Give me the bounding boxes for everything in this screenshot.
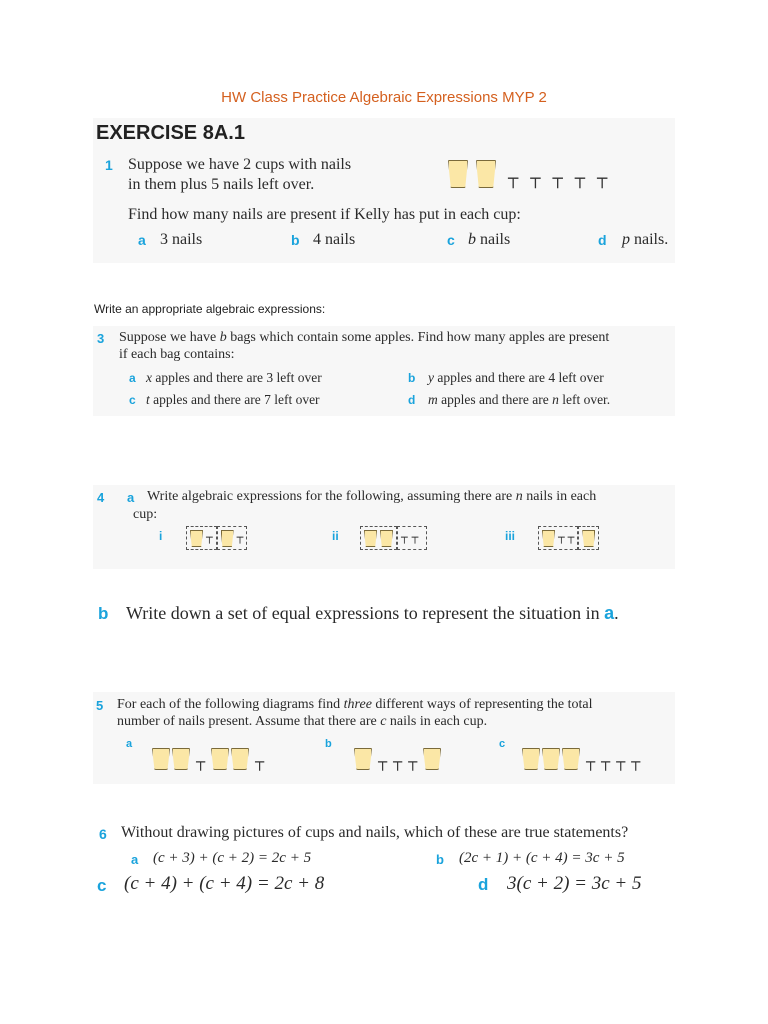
- option-letter: c: [129, 393, 136, 407]
- cup-group: [217, 526, 248, 550]
- part-label: iii: [505, 529, 516, 543]
- text-part: different ways of representing the total: [371, 697, 593, 712]
- cup-icon: [562, 748, 580, 770]
- option-suffix: nails: [476, 231, 511, 248]
- exercise-heading: EXERCISE 8A.1: [96, 122, 245, 144]
- option-suffix: apples and there are 3 left over: [152, 370, 322, 385]
- variable: t: [146, 392, 150, 407]
- cup-icon: [190, 530, 203, 547]
- nail-icon: ┬: [601, 753, 611, 771]
- text-part: nails in each cup.: [386, 714, 488, 729]
- variable: b: [219, 330, 227, 345]
- text-part: Suppose we have: [119, 330, 220, 345]
- cup-icon: [522, 748, 540, 770]
- text-part: Write down a set of equal expressions to represent the situation in: [126, 603, 605, 623]
- option-letter: b: [291, 232, 300, 248]
- option-text: [146, 392, 320, 408]
- option-suffix: nails.: [630, 231, 669, 248]
- option-letter: d: [598, 232, 607, 248]
- question-text: Find how many nails are present if Kelly has put in each cup:: [128, 206, 521, 223]
- option-text: [146, 370, 322, 386]
- cup-icon: [476, 160, 496, 188]
- option-text: 4 nails: [313, 231, 356, 248]
- option-letter: d: [408, 393, 416, 407]
- nail-icon: ┬: [530, 169, 541, 189]
- question-text: Suppose we have 2 cups with nails: [128, 156, 352, 173]
- variable: p: [622, 231, 630, 248]
- question-number: 3: [97, 331, 105, 346]
- cup-icon: [364, 530, 377, 547]
- text-part: bags which contain some apples. Find how many apples are present: [226, 330, 610, 345]
- cup-group: [360, 526, 397, 550]
- option-text: [428, 370, 604, 386]
- cup-icon: [423, 748, 441, 770]
- nail-icon: ┬: [616, 753, 626, 771]
- question-text: [117, 714, 487, 730]
- option-letter: a: [129, 371, 136, 385]
- nail-icon: ┬: [631, 753, 641, 771]
- question-text: [119, 330, 609, 346]
- question-text: Without drawing pictures of cups and nails, which of these are true statements?: [121, 824, 629, 841]
- nail-icon: ┬: [567, 531, 575, 544]
- nail-icon: ┬: [597, 169, 608, 189]
- variable: y: [428, 370, 434, 385]
- part-label: b: [325, 738, 332, 750]
- nail-icon: ┬: [411, 531, 419, 544]
- page-title: HW Class Practice Algebraic Expressions MYP 2: [221, 89, 547, 106]
- cup-icon: [542, 530, 555, 547]
- cup-icon: [221, 530, 234, 547]
- cups-nails-diagram: [354, 748, 441, 770]
- cup-icon: [354, 748, 372, 770]
- cups-nails-diagram: [360, 526, 427, 550]
- variable: m: [428, 392, 438, 407]
- option-letter: b: [408, 371, 416, 385]
- option-text: [468, 231, 510, 249]
- question-text: if each bag contains:: [119, 347, 235, 362]
- nail-icon: ┬: [552, 169, 563, 189]
- option-letter: a: [127, 490, 135, 505]
- option-suffix: apples and there are: [437, 392, 553, 407]
- question-text: cup:: [133, 507, 158, 522]
- equation: (2c + 1) + (c + 4) = 3c + 5: [459, 850, 625, 866]
- cup-group: [578, 526, 599, 550]
- variable: b: [468, 231, 476, 248]
- option-letter: a: [138, 232, 146, 248]
- variable: n: [515, 489, 523, 504]
- nail-icon: ┬: [401, 531, 408, 544]
- cups-nails-diagram: [448, 160, 638, 196]
- option-letter: b: [436, 852, 444, 867]
- nail-icon: ┬: [236, 531, 244, 544]
- variable: c: [380, 714, 387, 729]
- nail-icon: ┬: [206, 531, 213, 544]
- question-text: [117, 697, 592, 713]
- cup-icon: [231, 748, 249, 770]
- option-letter: a: [131, 852, 139, 867]
- part-label: a: [126, 738, 133, 750]
- nail-icon: ┬: [586, 753, 596, 771]
- variable: n: [552, 392, 559, 407]
- text-part: nails in each: [522, 489, 597, 504]
- cup-icon: [152, 748, 170, 770]
- nail-group: [397, 526, 427, 550]
- reference-letter: a: [604, 603, 615, 623]
- text-part: number of nails present. Assume that there are: [117, 714, 381, 729]
- nail-icon: ┬: [393, 753, 403, 771]
- text-part: Write algebraic expressions for the following, assuming there are: [147, 489, 516, 504]
- question-number: 5: [96, 698, 104, 713]
- equation: 3(c + 2) = 3c + 5: [507, 873, 642, 894]
- option-suffix: left over.: [558, 392, 611, 407]
- question-number: 6: [99, 826, 107, 842]
- cups-nails-diagram: [522, 748, 640, 770]
- text-part: .: [614, 603, 619, 623]
- question-text: [126, 603, 619, 624]
- part-label: i: [159, 529, 163, 543]
- cup-icon: [211, 748, 229, 770]
- option-suffix: apples and there are 4 left over: [434, 370, 604, 385]
- text-part: For each of the following diagrams find: [117, 697, 344, 712]
- nail-icon: ┬: [574, 169, 585, 189]
- variable: x: [146, 370, 152, 385]
- nail-icon: ┬: [196, 753, 206, 771]
- option-text: [622, 231, 668, 249]
- option-suffix: apples and there are 7 left over: [149, 392, 320, 407]
- cups-nails-diagram: [538, 526, 599, 550]
- part-label: ii: [332, 529, 339, 543]
- nail-icon: ┬: [508, 169, 519, 189]
- cups-nails-diagram: [152, 748, 264, 770]
- option-text: [428, 392, 610, 408]
- part-label: c: [499, 738, 506, 750]
- option-letter: d: [478, 875, 489, 894]
- instruction-text: Write an appropriate algebraic expressions:: [94, 302, 326, 316]
- option-letter: c: [97, 876, 107, 895]
- question-text: [147, 489, 596, 505]
- cup-icon: [448, 160, 468, 188]
- option-text: 3 nails: [160, 231, 203, 248]
- cup-icon: [172, 748, 190, 770]
- emphasis: three: [343, 697, 372, 712]
- question-number: 4: [97, 490, 105, 505]
- question-text: in them plus 5 nails left over.: [128, 176, 315, 193]
- cup-icon: [582, 530, 595, 547]
- option-letter: b: [98, 604, 109, 623]
- nail-icon: ┬: [558, 531, 565, 544]
- cup-icon: [380, 530, 393, 547]
- nail-icon: ┬: [408, 753, 418, 771]
- cup-group: [538, 526, 578, 550]
- question-number: 1: [105, 157, 113, 173]
- cups-nails-diagram: [186, 526, 247, 550]
- cup-icon: [542, 748, 560, 770]
- cup-group: [186, 526, 217, 550]
- option-letter: c: [447, 232, 455, 248]
- equation: (c + 4) + (c + 4) = 2c + 8: [124, 873, 325, 894]
- equation: (c + 3) + (c + 2) = 2c + 5: [153, 850, 312, 866]
- nail-icon: ┬: [378, 753, 388, 771]
- nail-icon: ┬: [255, 753, 265, 771]
